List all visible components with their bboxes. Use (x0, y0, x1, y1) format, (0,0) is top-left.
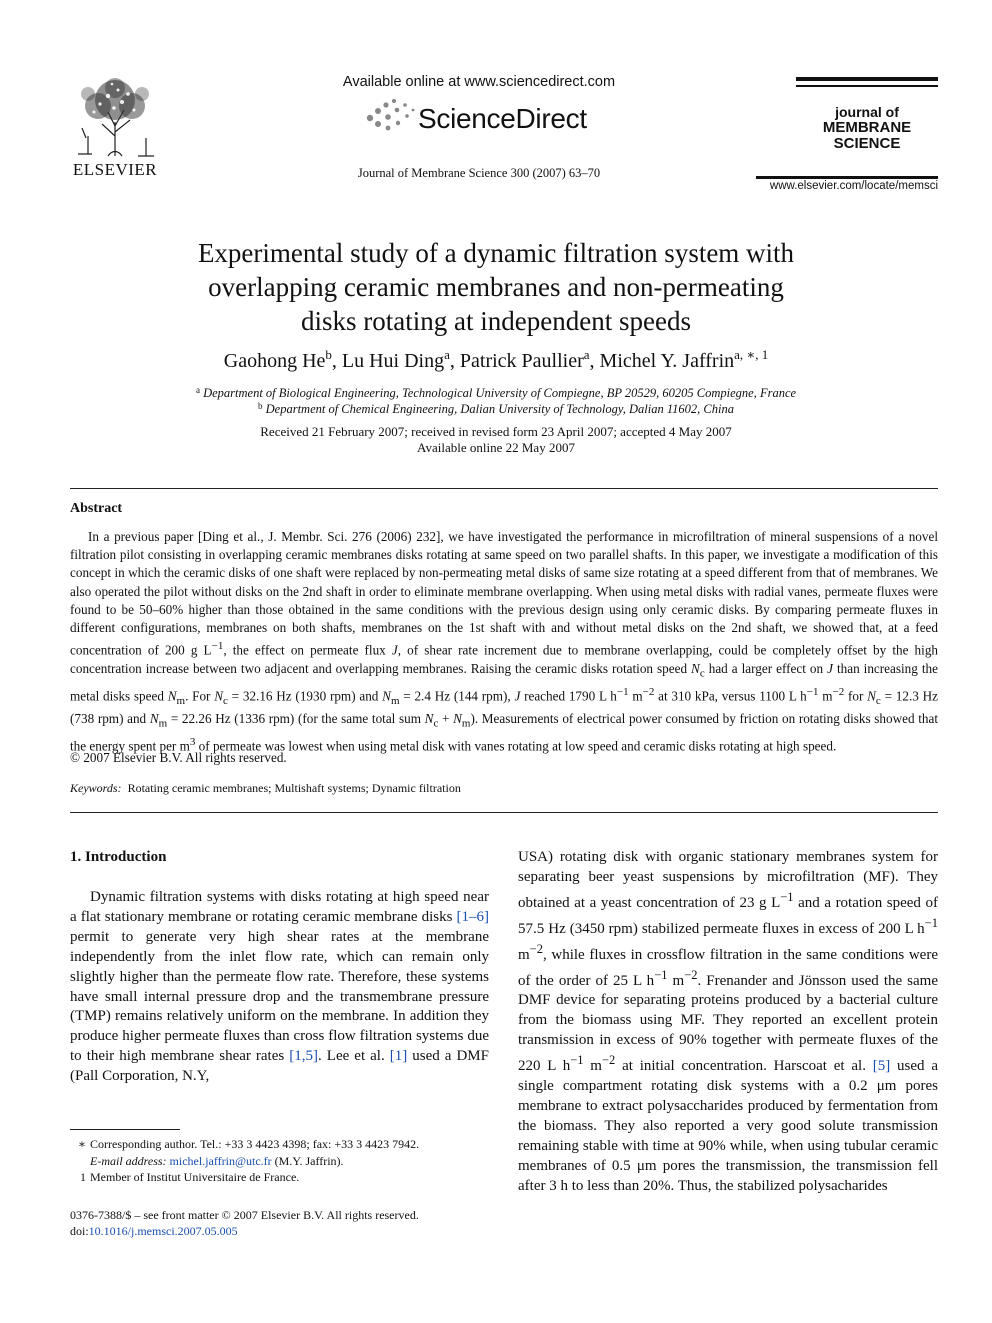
journal-logo-line: MEMBRANE (822, 119, 912, 136)
received-dates: Received 21 February 2007; received in revised form 23 April 2007; accepted 4 May 2007 (260, 424, 732, 439)
footnote-corresponding-author (70, 1137, 489, 1152)
article-title (120, 236, 872, 338)
footnote-rule (70, 1129, 180, 1130)
sciencedirect-wordmark: ScienceDirect (418, 103, 587, 134)
section-heading: 1. Introduction (70, 849, 167, 865)
journal-logo-line: journal of (835, 104, 899, 120)
author-name[interactable]: Gaohong He (223, 350, 326, 372)
email-suffix: (M.Y. Jaffrin). (271, 1154, 344, 1168)
author-affiliation-mark[interactable]: a (583, 347, 590, 362)
keywords (70, 781, 461, 796)
journal-logo-rule (796, 85, 938, 87)
online-date: Available online 22 May 2007 (417, 440, 575, 455)
author-separator: , (589, 350, 600, 372)
title-line: disks rotating at independent speeds (301, 306, 691, 336)
email-link[interactable]: michel.jaffrin@utc.fr (169, 1154, 272, 1168)
author-affiliation-mark[interactable]: a, ∗, 1 (734, 347, 769, 362)
author-name[interactable]: Lu Hui Ding (341, 350, 445, 372)
author-list (120, 347, 872, 373)
title-line: overlapping ceramic membranes and non-permeating (208, 272, 784, 302)
author-separator: , (331, 350, 342, 372)
journal-logo-line: SCIENCE (833, 135, 901, 152)
divider (70, 488, 938, 489)
author-affiliation-mark[interactable]: a (444, 347, 450, 362)
affiliation-text: Department of Chemical Engineering, Dalian University of Technology, Dalian 11602, China (265, 402, 734, 416)
available-online-note: Available online at www.sciencedirect.com (342, 74, 616, 90)
affiliation-mark: a (195, 385, 200, 395)
author-name[interactable]: Michel Y. Jaffrin (599, 350, 735, 372)
author-separator: , (449, 350, 460, 372)
copyright-line: © 2007 Elsevier B.V. All rights reserved. (70, 750, 287, 765)
abstract-heading: Abstract (70, 501, 123, 516)
footnote-email (70, 1154, 489, 1169)
journal-logo-rule (796, 77, 938, 81)
footnote-text: Corresponding author. Tel.: +33 3 4423 4398; fax: +33 3 4423 7942. (90, 1137, 420, 1151)
affiliation (120, 385, 872, 401)
footnote-mark: ∗ (77, 1137, 86, 1151)
body-text-right-column: USA) rotating disk with organic stationary membranes system for separating beer yeast suspensions by microfiltration (MF). They obtained at a yeast concentration of 23 g $L^{-1}$ and a rotation speed of 57.5 Hz (3450 rpm) stabilized permeate fluxes in excess of 200 L $h^{-1}$ $m^{-2}$, while fluxes in crossflow filtration in the same conditions were of the order of 25 L $h^{-1}$ $m^{-2}$. Frenander and Jönsson used the same DMF device for separating proteins produced by a bacterial culture from the biomass using MF. They reported an excellent protein transmission in excess of 90% together with permeate fluxes of the 220 L $h^{-1}$ $m^{-2}$ at initial concentration. Harscoat et al. [5] used a single compartment rotating disk systems with a 0.2 μm pores membrane to extract polysaccharides produced by fermentation from the biomass. They also reported a very good solute transmission remaining stable with time at 90% while, when using tubular ceramic membranes of 0.5 μm pores the transmission, the transmission fell after 3 h to less than 20%. Thus, the stabilized polysacharides (518, 849, 939, 1194)
elsevier-tree-icon (68, 76, 162, 158)
sciencedirect-dots-icon (362, 98, 416, 132)
divider (70, 812, 938, 813)
journal-citation: Journal of Membrane Science 300 (2007) 63–70 (357, 166, 601, 180)
abstract-body: In a previous paper [Ding et al., J. Membr. Sci. 276 (2006) 232], we have investigated the performance in microfiltration of mineral suspensions of a novel filtration pilot consisting in overlapping ceramic membranes disks rotating at same speed on two parallel shafts. In this paper, we investigate a modification of this concept in which the ceramic disks of one shaft were replaced by non-permeating metal disks of same size rotating at a speed different from that of membranes. We also operated the pilot without disks on the 2nd shaft in order to eliminate membrane overlapping. When using metal disks with radial vanes, permeate fluxes were found to be 50–60% higher than those obtained in the same conditions with the previous design using only ceramic disks. By comparing permeate fluxes in different configurations, membranes on both shafts, membranes on the 1st shaft with and without metal disks on the 2nd shaft, we showed that, at a feed concentration of 200 g $L^{-1}$, the effect on permeate flux J, of shear rate increment due to membrane overlapping, could be completely offset by the high concentration increase between two adjacent and overlapping membranes. Raising the ceramic disks rotation speed $N_c$ had a larger effect on J than increasing the metal disks speed $N_m$. For $N_c = 32.16$ Hz (1930 rpm) and $N_m = 2.4$ Hz (144 rpm), J reached 1790 L $h^{-1}$ $m^{-2}$ at 310 kPa, versus 1100 L $h^{-1}$ $m^{-2}$ for $N_c = 12.3$ Hz (738 rpm) and $N_m = 22.26$ Hz (1336 rpm) (for the same total sum $N_c + N_m$). Measurements of electrical power consumed by friction on rotating disks showed that the energy spent per $m^3$ of permeate was lowest when using metal disk with vanes rotating at low speed and ceramic disks rotating at high speed. (70, 529, 939, 754)
doi-line (70, 1224, 238, 1239)
footnote-text: Member of Institut Universitaire de France. (90, 1170, 300, 1184)
body-text-left-column: Dynamic filtration systems with disks rotating at high speed near a flat stationary membrane or rotating ceramic membrane disks [1–6] permit to generate very high shear rates at the membrane independently from the inlet flow rate, which can remain only slightly higher than the permeate flow rate. Therefore, these systems have small internal pressure drop and the transmembrane pressure (TMP) remains relatively uniform on the membrane. In addition they produce higher permeate fluxes than cross flow filtration systems due to their high membrane shear rates [1,5]. Lee et al. [1] used a DMF (Pall Corporation, N.Y, (70, 889, 489, 1085)
doi-link[interactable]: 10.1016/j.memsci.2007.05.005 (88, 1224, 238, 1238)
doi-label: doi: (70, 1224, 89, 1238)
affiliation-mark: b (258, 401, 263, 411)
affiliation-text: Department of Biological Engineering, Technological University of Compiegne, BP 20529, 60205 Compiegne, France (203, 386, 797, 400)
issn-line: 0376-7388/$ – see front matter © 2007 Elsevier B.V. All rights reserved. (70, 1208, 419, 1222)
journal-logo-rule (756, 176, 938, 179)
footnote-member (70, 1170, 489, 1185)
keywords-label: Keywords: (70, 781, 122, 795)
elsevier-wordmark: ELSEVIER (72, 160, 158, 179)
journal-logo (796, 104, 938, 152)
title-line: Experimental study of a dynamic filtration system with (197, 238, 795, 268)
elsevier-logo (68, 76, 162, 180)
journal-url-link[interactable]: www.elsevier.com/locate/memsci (769, 180, 938, 192)
affiliation (120, 401, 872, 417)
author-affiliation-mark[interactable]: b (325, 347, 332, 362)
author-name[interactable]: Patrick Paullier (459, 350, 584, 372)
footnote-mark: 1 (80, 1170, 86, 1184)
email-label: E-mail address: (90, 1154, 167, 1168)
keywords-list: Rotating ceramic membranes; Multishaft systems; Dynamic filtration (127, 781, 461, 795)
